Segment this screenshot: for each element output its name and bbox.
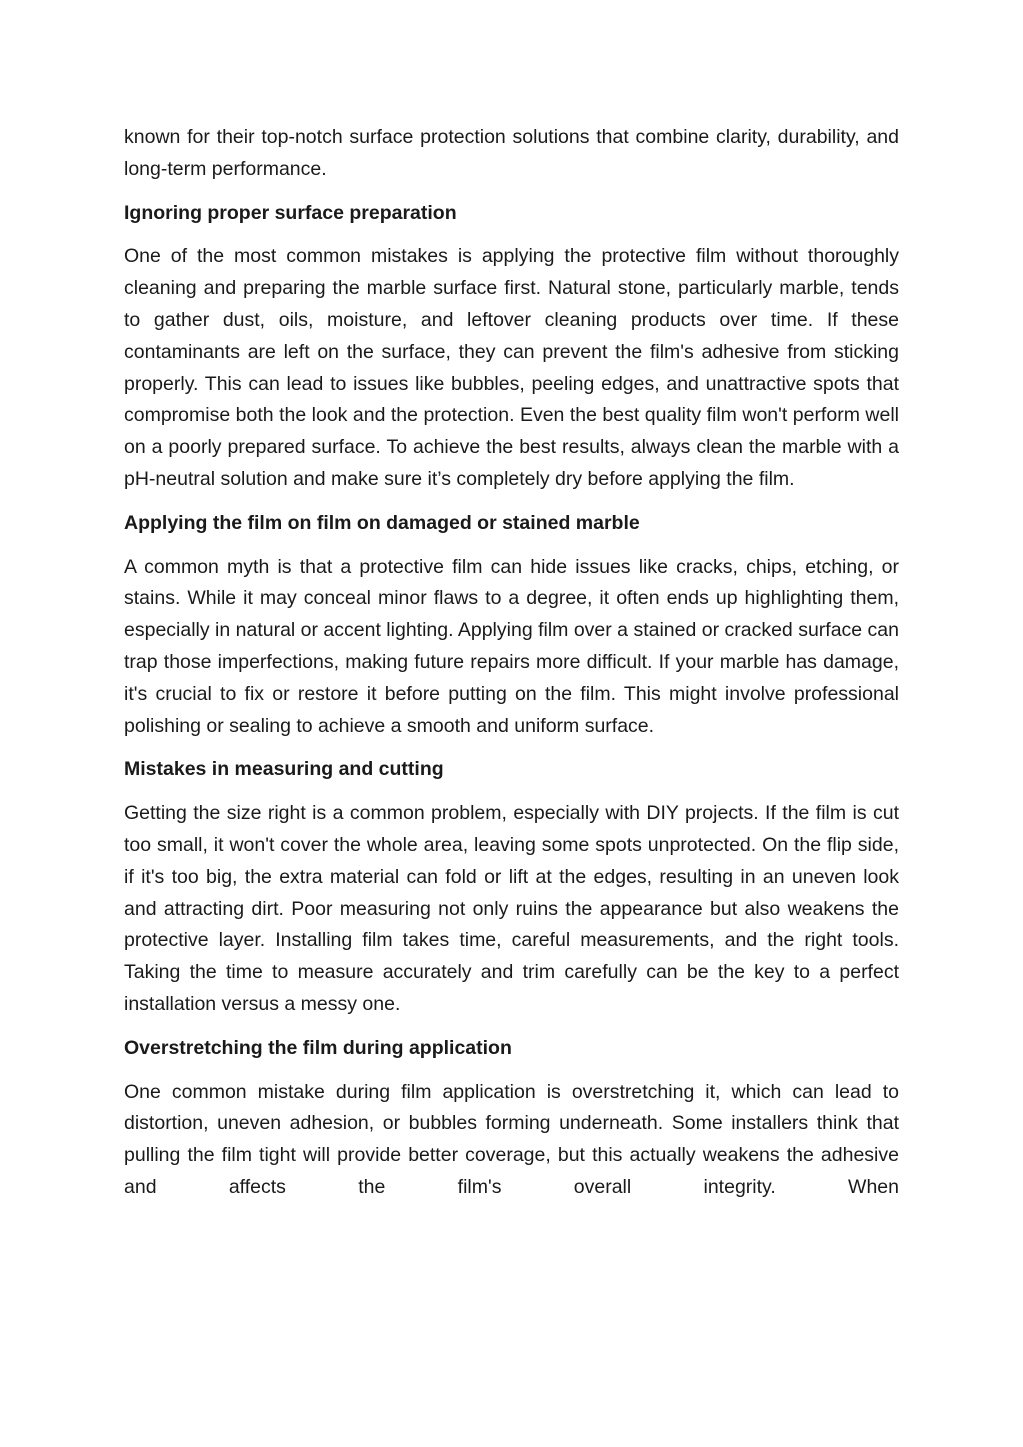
intro-paragraph: known for their top-notch surface protection solutions that combine clarity, durability, and long-term performance. [124, 126, 899, 180]
section-heading-damaged-marble: Applying the film on film on damaged or stained marble [124, 511, 640, 534]
document-page [124, 122, 899, 1216]
section-heading-overstretching: Overstretching the film during application [124, 1036, 512, 1059]
section-body-surface-preparation: One of the most common mistakes is applying the protective film without thoroughly cleaning and preparing the marble surface first. Natural stone, particularly marble, tends to gather dust, oils, moisture, and leftover cleaning products over time. If these contaminants are left on the surface, they can prevent the film's adhesive from sticking properly. This can lead to issues like bubbles, peeling edges, and unattractive spots that compromise both the look and the protection. Even the best quality film won't perform well on a poorly prepared surface. To achieve the best results, always clean the marble with a pH-neutral solution and make sure it’s completely dry before applying the film. [124, 245, 899, 490]
section-heading-measuring-cutting: Mistakes in measuring and cutting [124, 758, 444, 781]
section-body-damaged-marble: A common myth is that a protective film can hide issues like cracks, chips, etching, or stains. While it may conceal minor flaws to a degree, it often ends up highlighting them, especially in natural or accent lighting. Applying film over a stained or cracked surface can trap those imperfections, making future repairs more difficult. If your marble has damage, it's crucial to fix or restore it before putting on the film. This might involve professional polishing or sealing to achieve a smooth and uniform surface. [124, 555, 899, 737]
section-body-overstretching: One common mistake during film application is overstretching it, which can lead to distortion, uneven adhesion, or bubbles forming underneath. Some installers think that pulling the film tight will provide better coverage, but this actually weakens the adhesive and affects the film's overall integrity. When [124, 1080, 899, 1198]
section-heading-surface-preparation: Ignoring proper surface preparation [124, 201, 457, 224]
section-body-measuring-cutting: Getting the size right is a common problem, especially with DIY projects. If the film is cut too small, it won't cover the whole area, leaving some spots unprotected. On the flip side, if it's too big, the extra material can fold or lift at the edges, resulting in an uneven look and attracting dirt. Poor measuring not only ruins the appearance but also weakens the protective layer. Installing film takes time, careful measurements, and the right tools. Taking the time to measure accurately and trim carefully can be the key to a perfect installation versus a messy one. [124, 802, 899, 1015]
